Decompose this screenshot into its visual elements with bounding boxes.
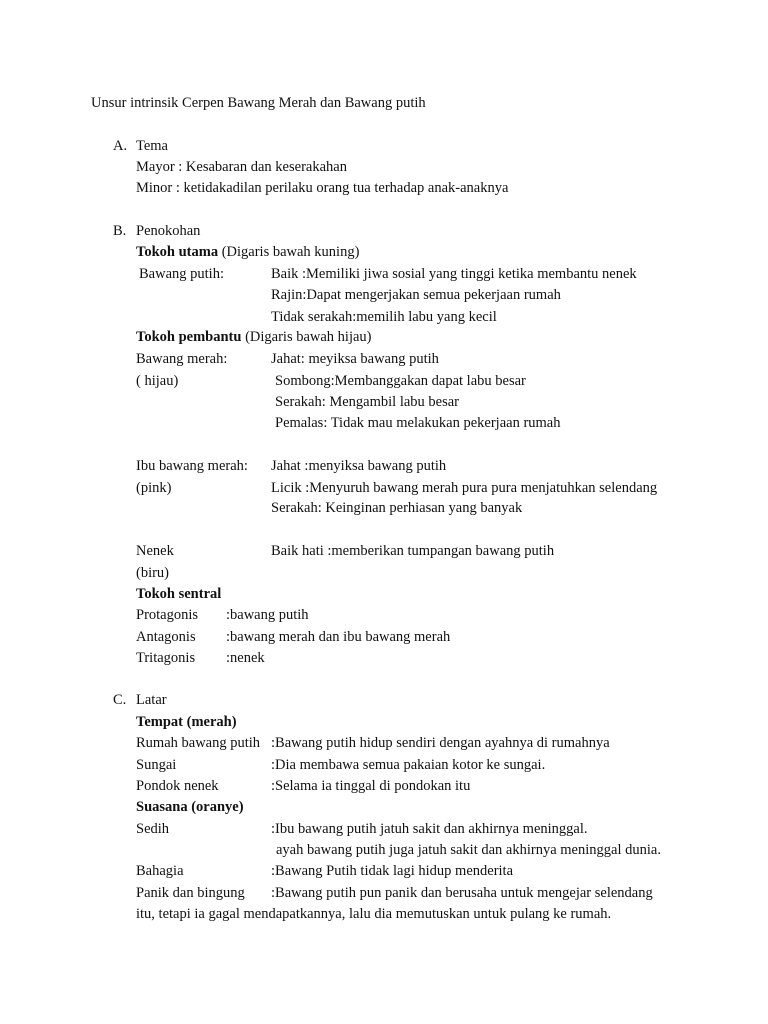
bawang-putih-trait: Baik :Memiliki jiwa sosial yang tinggi ketika membantu nenek xyxy=(271,266,637,282)
suasana-panik-label: Panik dan bingung xyxy=(136,885,245,901)
suasana-bahagia-desc: :Bawang Putih tidak lagi hidup menderita xyxy=(271,863,514,879)
suasana-panik-desc: :Bawang putih pun panik dan berusaha untuk mengejar selendang xyxy=(271,885,653,901)
tema-mayor: Mayor : Kesabaran dan keserakahan xyxy=(136,159,347,175)
ibu-bawang-merah-name: Ibu bawang merah: xyxy=(136,458,248,474)
bawang-merah-color: ( hijau) xyxy=(136,373,179,389)
sentral-role: Protagonis xyxy=(136,607,199,623)
bawang-merah-name: Bawang merah: xyxy=(136,351,228,367)
tempat-label: Tempat (merah) xyxy=(136,714,237,730)
ibu-bawang-merah-trait: Licik :Menyuruh bawang merah pura pura menjatuhkan selendang xyxy=(271,480,658,496)
tokoh-utama-note: (Digaris bawah kuning) xyxy=(218,244,360,260)
section-c-marker: C. xyxy=(113,692,127,708)
sentral-role: Antagonis xyxy=(136,629,196,645)
suasana-label: Suasana (oranye) xyxy=(136,799,244,815)
tempat-place: Sungai xyxy=(136,757,177,773)
tempat-desc: :Selama ia tinggal di pondokan itu xyxy=(271,778,471,794)
suasana-sedih-desc-2: ayah bawang putih juga jatuh sakit dan akhirnya meninggal dunia. xyxy=(276,842,661,858)
bawang-putih-trait: Rajin:Dapat mengerjakan semua pekerjaan rumah xyxy=(271,287,561,303)
bawang-merah-trait: Serakah: Mengambil labu besar xyxy=(275,394,460,410)
ibu-bawang-merah-trait: Jahat :menyiksa bawang putih xyxy=(271,458,447,474)
tokoh-pembantu-note: (Digaris bawah hijau) xyxy=(241,329,372,345)
suasana-bahagia-label: Bahagia xyxy=(136,863,184,879)
bawang-merah-trait: Sombong:Membanggakan dapat labu besar xyxy=(275,373,526,389)
nenek-color: (biru) xyxy=(136,565,170,581)
suasana-panik-desc-2: itu, tetapi ia gagal mendapatkannya, lalu dia memutuskan untuk pulang ke rumah. xyxy=(136,906,612,922)
nenek-trait: Baik hati :memberikan tumpangan bawang putih xyxy=(271,543,555,559)
bawang-merah-trait: Jahat: meyiksa bawang putih xyxy=(271,351,439,367)
tema-minor: Minor : ketidakadilan perilaku orang tua terhadap anak-anaknya xyxy=(136,180,509,196)
section-b-marker: B. xyxy=(113,223,127,239)
ibu-bawang-merah-trait: Serakah: Keinginan perhiasan yang banyak xyxy=(271,500,523,516)
penokohan-heading: Penokohan xyxy=(136,223,201,239)
latar-heading: Latar xyxy=(136,692,167,708)
sentral-value: :nenek xyxy=(226,650,265,666)
suasana-sedih-desc: :Ibu bawang putih jatuh sakit dan akhirnya meninggal. xyxy=(271,821,588,837)
nenek-name: Nenek xyxy=(136,543,174,559)
tokoh-pembantu-label: Tokoh pembantu xyxy=(136,329,242,345)
sentral-value: :bawang putih xyxy=(226,607,309,623)
tempat-place: Pondok nenek xyxy=(136,778,219,794)
section-a-marker: A. xyxy=(113,138,128,154)
sentral-value: :bawang merah dan ibu bawang merah xyxy=(226,629,451,645)
document-title: Unsur intrinsik Cerpen Bawang Merah dan Bawang putih xyxy=(91,95,426,111)
sentral-role: Tritagonis xyxy=(136,650,196,666)
tokoh-utama-line xyxy=(136,243,359,261)
tempat-desc: :Bawang putih hidup sendiri dengan ayahnya di rumahnya xyxy=(271,735,610,751)
bawang-merah-trait: Pemalas: Tidak mau melakukan pekerjaan rumah xyxy=(275,415,561,431)
tempat-place: Rumah bawang putih xyxy=(136,735,261,751)
tokoh-pembantu-line xyxy=(136,328,372,346)
tokoh-sentral-label: Tokoh sentral xyxy=(136,586,222,602)
bawang-putih-name: Bawang putih: xyxy=(139,266,224,282)
tempat-desc: :Dia membawa semua pakaian kotor ke sungai. xyxy=(271,757,546,773)
tokoh-utama-label: Tokoh utama xyxy=(136,244,219,260)
bawang-putih-trait: Tidak serakah:memilih labu yang kecil xyxy=(271,309,497,325)
suasana-sedih-label: Sedih xyxy=(136,821,170,837)
tema-heading: Tema xyxy=(136,138,168,154)
ibu-bawang-merah-color: (pink) xyxy=(136,480,172,496)
